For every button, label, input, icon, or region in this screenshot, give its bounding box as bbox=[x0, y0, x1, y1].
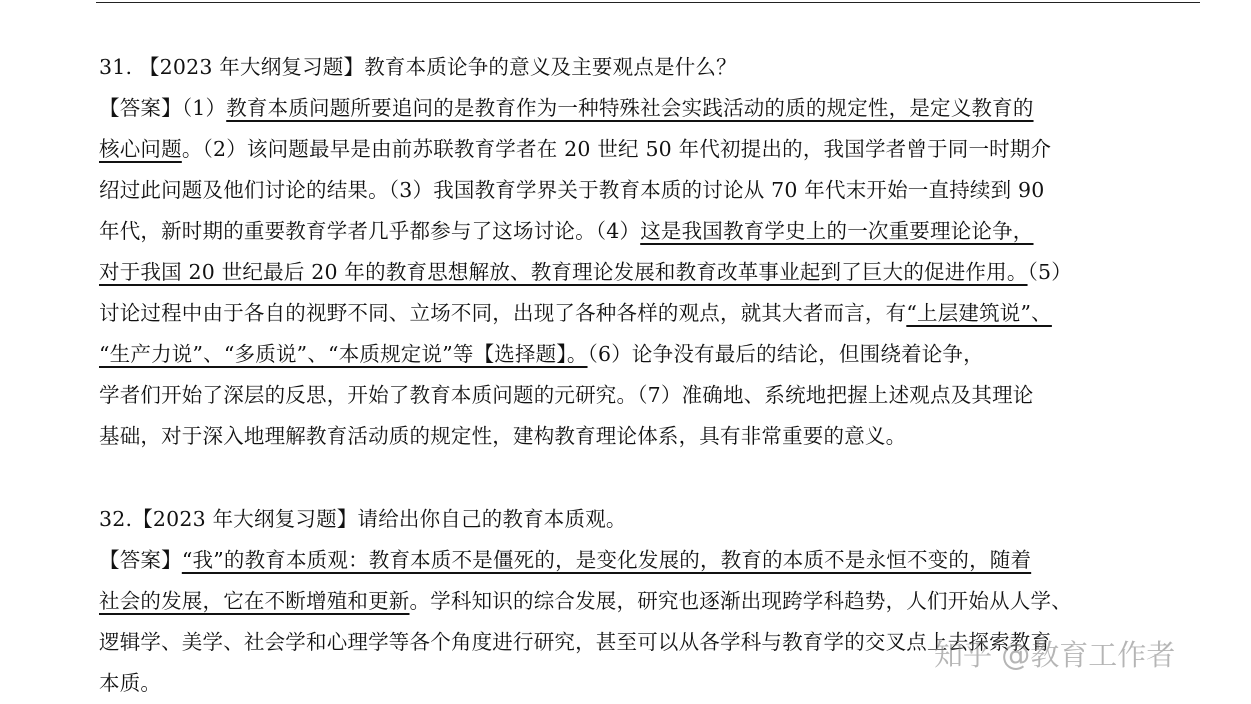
q32-tag: 【2023 年大纲复习题】 bbox=[132, 507, 358, 531]
q31-seg-10: “上层建筑说”、 bbox=[906, 301, 1052, 325]
q31-answer-label: 【答案】 bbox=[99, 96, 182, 120]
q32-seg-0: “我”的教育本质观：教育本质不是僵死的，是变化发展的，教育的本质不是永恒不变的，随着 bbox=[181, 548, 1032, 572]
q31-answer-line-1 bbox=[99, 87, 1034, 129]
q31-seg-4: 绍过此问题及他们讨论的结果。（3）我国教育学界关于教育本质的讨论从 70 年代末开始一直持续到 90 bbox=[99, 178, 1045, 202]
zhihu-watermark: 知乎 @教育工作者 bbox=[934, 638, 1176, 672]
q31-number: 31. bbox=[99, 55, 133, 79]
q31-seg-9: 讨论过程中由于各自的视野不同、立场不同，出现了各种各样的观点，就其大者而言，有 bbox=[99, 301, 907, 325]
q32-seg-4: 本质。 bbox=[99, 671, 162, 695]
q31-answer-line-3 bbox=[99, 169, 1045, 211]
q31-seg-0: （1） bbox=[181, 96, 227, 120]
q31-question: 教育本质论争的意义及主要观点是什么？ bbox=[364, 55, 737, 79]
q31-seg-6: 这是我国教育学史上的一次重要理论论争， bbox=[640, 219, 1034, 243]
q32-answer-line-1 bbox=[99, 539, 1031, 581]
q32-seg-3: 逻辑学、美学、社会学和心理学等各个角度进行研究，甚至可以从各学科与教育学的交叉点上去探索教育 bbox=[99, 630, 1052, 654]
q31-seg-11: “生产力说”、“多质说”、“本质规定说”等【选择题】。 bbox=[99, 342, 588, 366]
q31-seg-1: 教育本质问题所要追问的是教育作为一种特殊社会实践活动的质的规定性，是定义教育的 bbox=[226, 96, 1034, 120]
q32-question: 请给出你自己的教育本质观。 bbox=[357, 507, 627, 531]
q31-tag: 【2023 年大纲复习题】 bbox=[138, 55, 365, 79]
q31-seg-2: 核心问题 bbox=[99, 137, 182, 161]
q32-number: 32. bbox=[99, 507, 133, 531]
q31-seg-7: 对于我国 20 世纪最后 20 年的教育思想解放、教育理论发展和教育改革事业起到了巨大的促进作用。 bbox=[99, 260, 1028, 284]
q32-seg-2: 。学科知识的综合发展，研究也逐渐出现跨学科趋势，人们开始从人学、 bbox=[409, 589, 1072, 613]
q31-seg-8: （5） bbox=[1027, 260, 1072, 284]
q31-answer-line-2 bbox=[99, 128, 1051, 170]
q32-answer-line-3 bbox=[99, 621, 1051, 663]
q32-answer-line-4 bbox=[99, 662, 161, 704]
top-rule bbox=[96, 2, 1200, 3]
q31-seg-13: 学者们开始了深层的反思，开始了教育本质问题的元研究。（7）准确地、系统地把握上述观点及其理论 bbox=[99, 383, 1034, 407]
q32-title-line bbox=[99, 498, 627, 540]
q31-seg-3: 。（2）该问题最早是由前苏联教育学者在 20 世纪 50 年代初提出的，我国学者曾于同一时期介 bbox=[181, 137, 1052, 161]
q31-answer-line-7 bbox=[99, 333, 984, 375]
q32-answer-label: 【答案】 bbox=[99, 548, 182, 572]
q31-title-line bbox=[99, 46, 737, 88]
q31-answer-line-4 bbox=[99, 210, 1034, 252]
q31-seg-5: 年代，新时期的重要教育学者几乎都参与了这场讨论。（4） bbox=[99, 219, 641, 243]
q31-answer-line-8 bbox=[99, 374, 1034, 416]
q31-answer-line-6 bbox=[99, 292, 1052, 334]
q32-seg-1: 社会的发展，它在不断增殖和更新 bbox=[99, 589, 410, 613]
q31-answer-line-5 bbox=[99, 251, 1072, 293]
q31-seg-14: 基础，对于深入地理解教育活动质的规定性，建构教育理论体系，具有非常重要的意义。 bbox=[99, 424, 907, 448]
q31-answer-line-9 bbox=[99, 415, 906, 457]
q32-answer-line-2 bbox=[99, 580, 1072, 622]
q31-seg-12: （6）论争没有最后的结论，但围绕着论争， bbox=[587, 342, 984, 366]
